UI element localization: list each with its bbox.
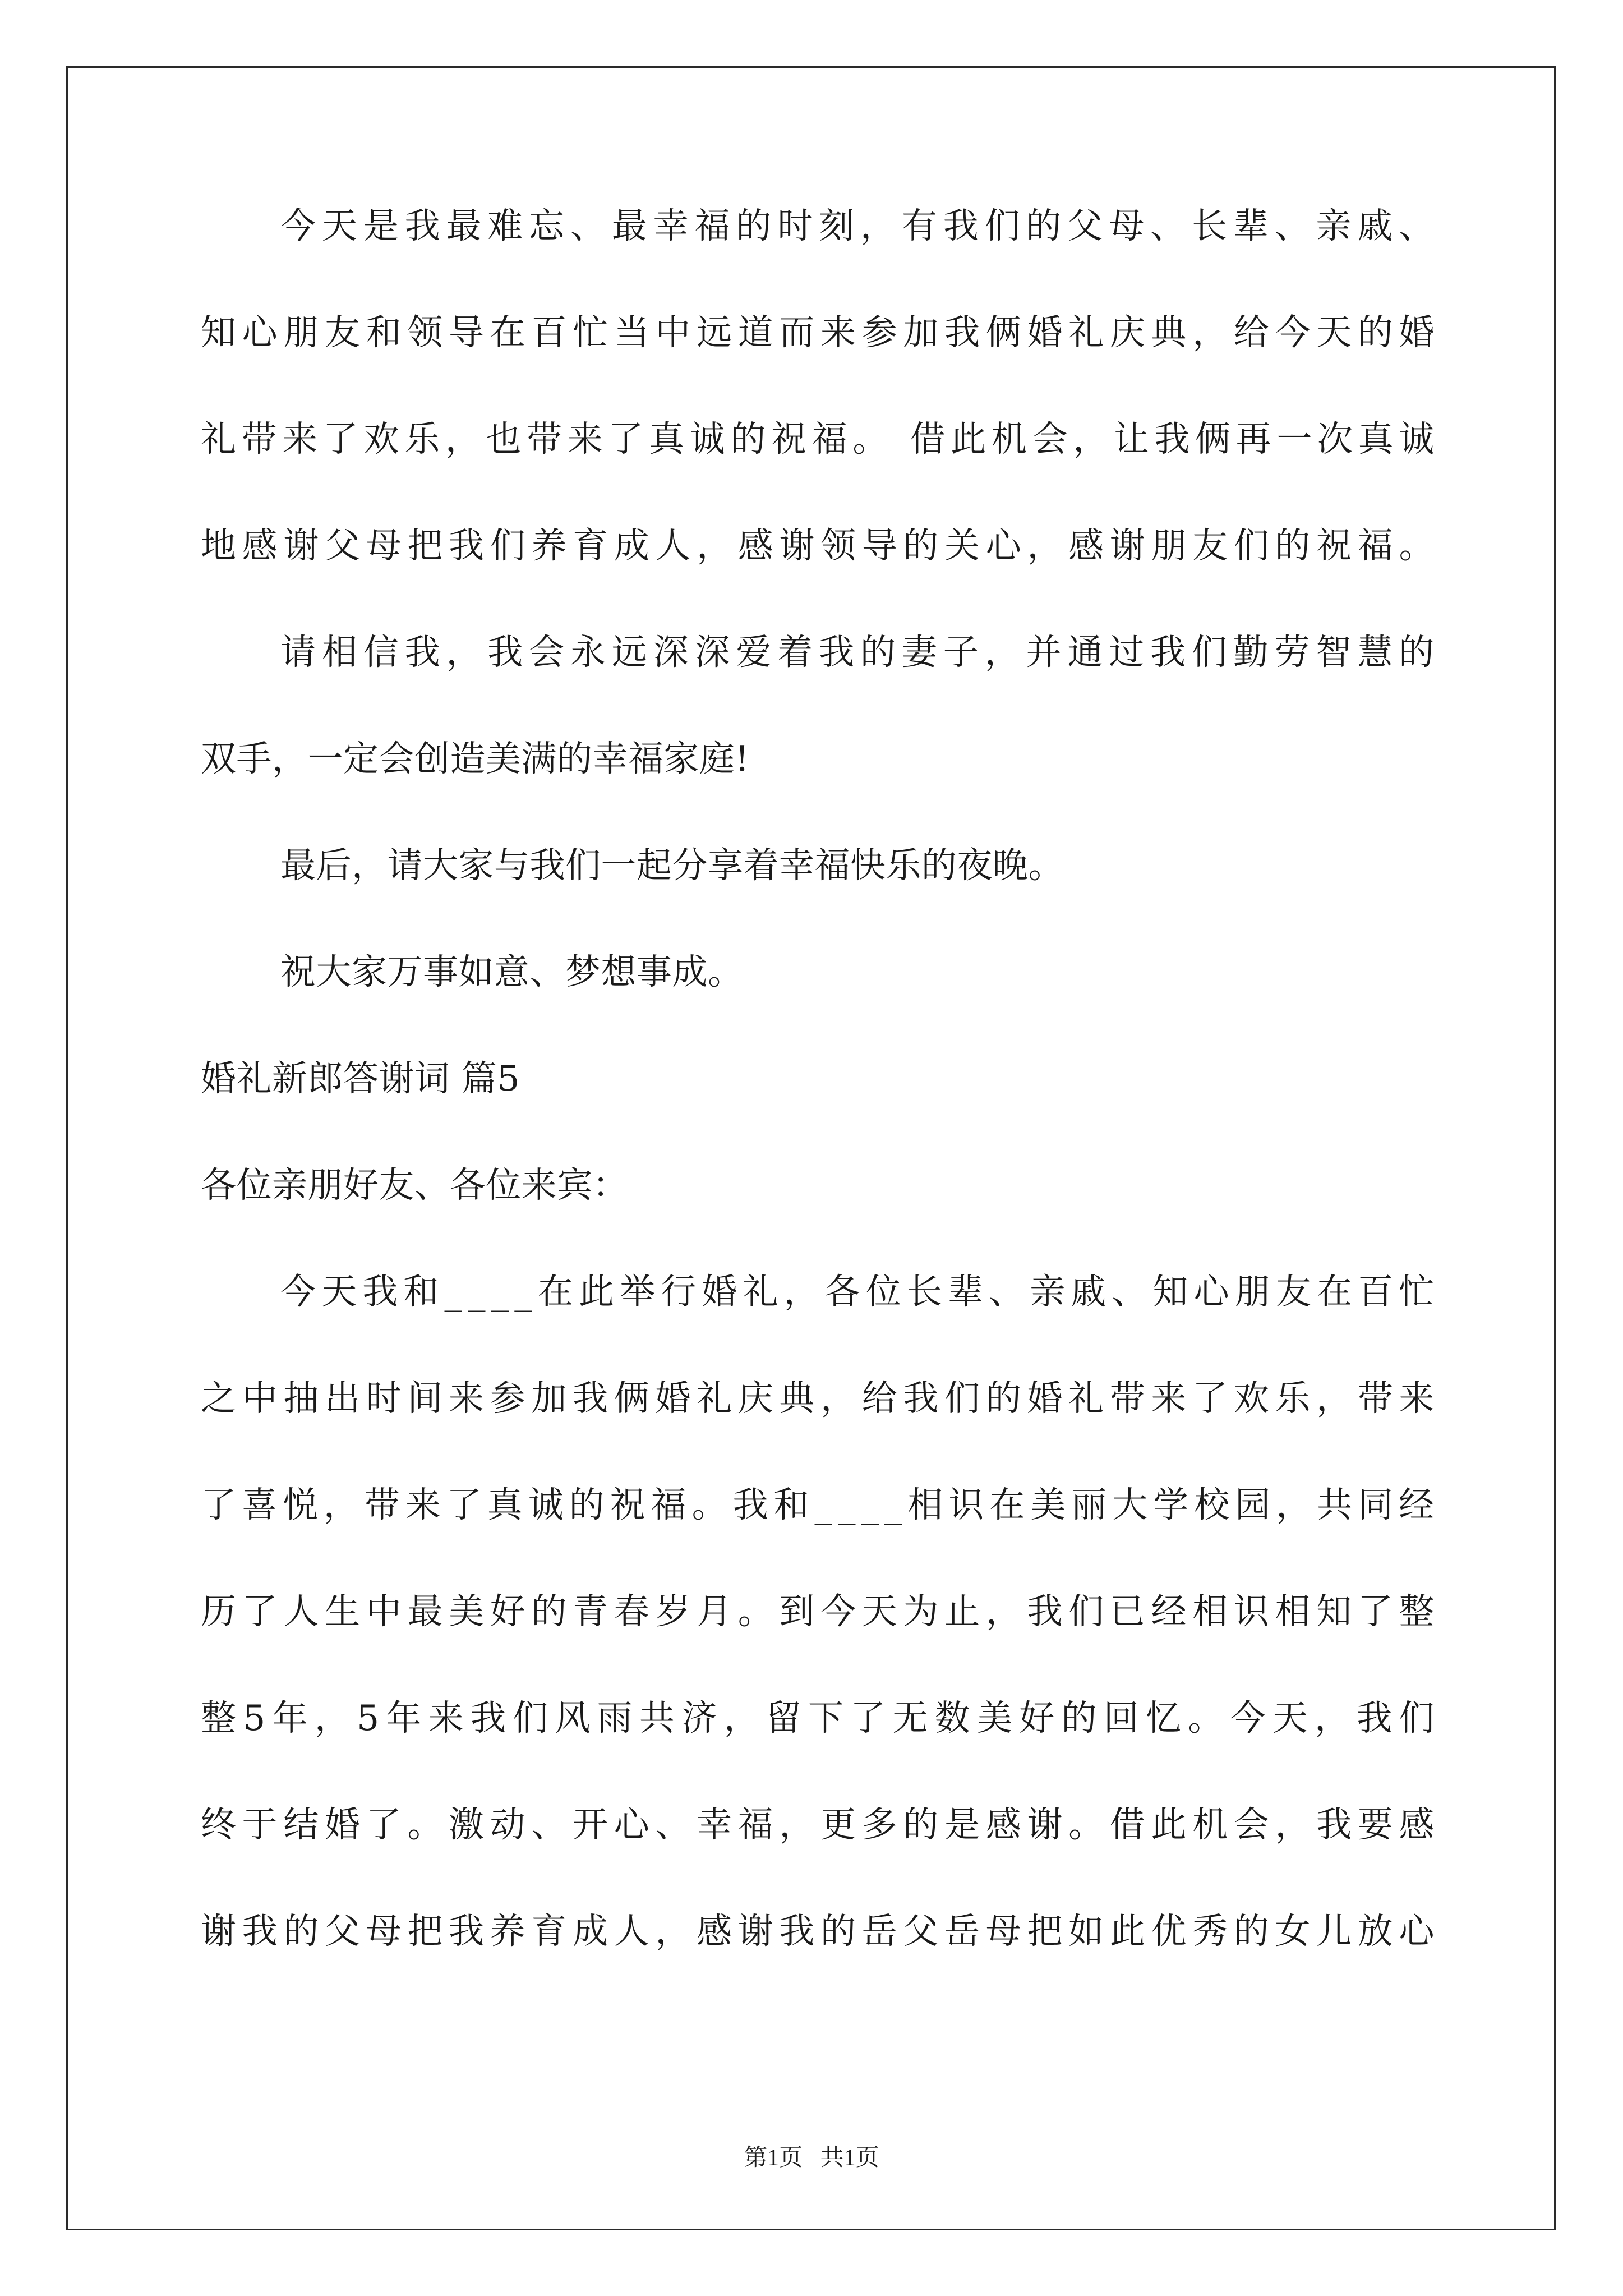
paragraph-line: 谢 我 的 父 母 把 我 养 育 成 人 ， 感 谢 我 的 岳 父 岳 母 把 如 此 优 秀 的 女 儿 放 心 [201,1911,1435,1952]
document-body [201,205,1435,2020]
section-heading: 婚礼新郎答谢词 篇5 [201,1058,520,1099]
paragraph-line: 双手，一定会创造美满的幸福家庭! [201,738,750,779]
paragraph-line: 历 了 人 生 中 最 美 好 的 青 春 岁 月 。 到 今 天 为 止 ， 我 们 已 经 相 识 相 知 了 整 [201,1591,1435,1632]
paragraph-line: 之 中 抽 出 时 间 来 参 加 我 俩 婚 礼 庆 典 ， 给 我 们 的 婚 礼 带 来 了 欢 乐 ， 带 来 [201,1378,1435,1419]
paragraph-line: 今 天 是 我 最 难 忘 、 最 幸 福 的 时 刻 ， 有 我 们 的 父 母 、 长 辈 、 亲 戚 、 [280,205,1435,246]
salutation-line: 各位亲朋好友、各位来宾： [201,1165,628,1205]
paragraph-line: 请 相 信 我 ， 我 会 永 远 深 深 爱 着 我 的 妻 子 ， 并 通 过 我 们 勤 劳 智 慧 的 [280,632,1435,673]
page-number-footer: 第1页 共1页 [744,2145,879,2171]
paragraph-line: 整 5 年 ， 5 年 来 我 们 风 雨 共 济 ， 留 下 了 无 数 美 好 的 回 忆 。 今 天 ， 我 们 [201,1697,1435,1738]
paragraph-line: 地 感 谢 父 母 把 我 们 养 育 成 人 ， 感 谢 领 导 的 关 心 ， 感 谢 朋 友 们 的 祝 福 。 [201,525,1435,566]
paragraph-line: 最后，请大家与我们一起分享着幸福快乐的夜晚。 [280,845,1064,886]
paragraph-line: 了 喜 悦 ， 带 来 了 真 诚 的 祝 福 。 我 和 _ _ _ _ 相 识 在 美 丽 大 学 校 园 ， 共 同 经 [201,1484,1435,1525]
paragraph-line: 终 于 结 婚 了 。 激 动 、 开 心 、 幸 福 ， 更 多 的 是 感 谢 。 借 此 机 会 ， 我 要 感 [201,1804,1435,1845]
paragraph-line: 礼 带 来 了 欢 乐 ， 也 带 来 了 真 诚 的 祝 福 。 借 此 机 会 ， 让 我 俩 再 一 次 真 诚 [201,418,1435,459]
paragraph-line: 祝大家万事如意、梦想事成。 [280,951,744,992]
paragraph-line: 知 心 朋 友 和 领 导 在 百 忙 当 中 远 道 而 来 参 加 我 俩 婚 礼 庆 典 ， 给 今 天 的 婚 [201,312,1435,353]
paragraph-line: 今 天 我 和 _ _ _ _ 在 此 举 行 婚 礼 ， 各 位 长 辈 、 亲 戚 、 知 心 朋 友 在 百 忙 [280,1271,1435,1312]
